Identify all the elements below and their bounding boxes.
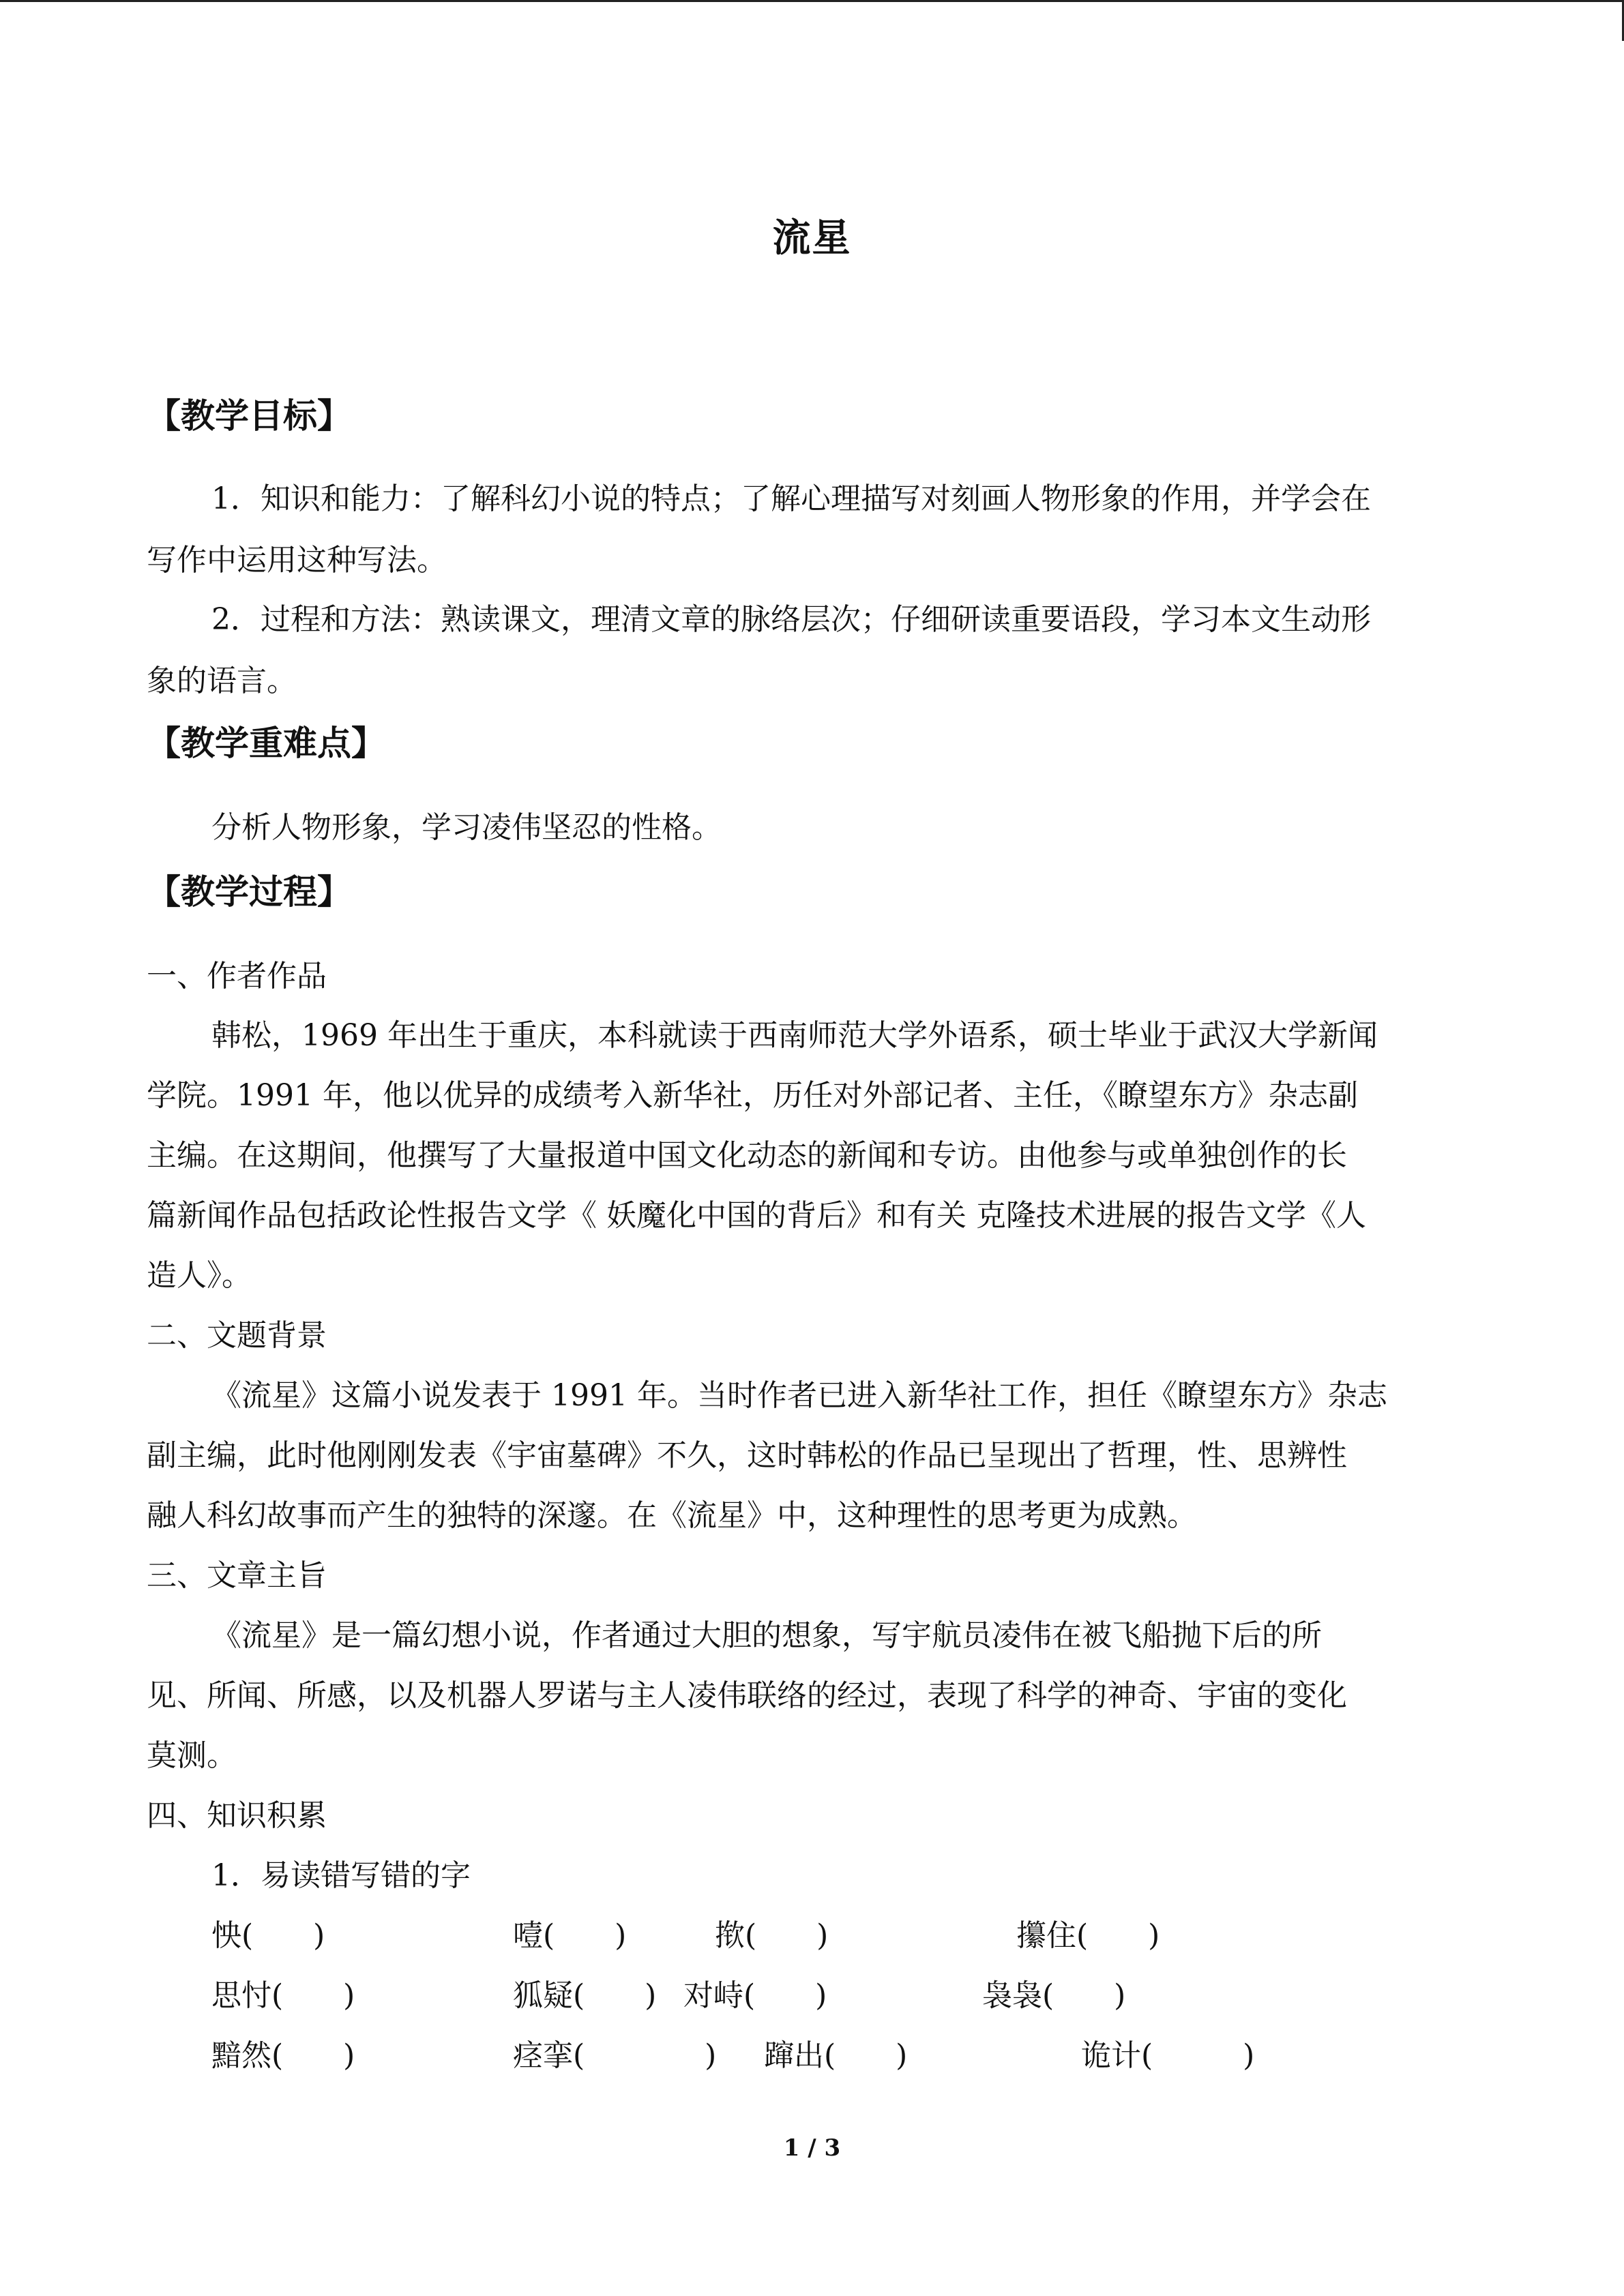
goal-1-line-2: 写作中运用这种写法。 [147, 543, 447, 578]
goal-2-line-2: 象的语言。 [147, 664, 297, 698]
word-item: 痉挛( ) [513, 2038, 717, 2073]
author-line-2: 学院。1991 年，他以优异的成绩考入新华社，历任对外部记者、主任，《瞭望东方》杂志副 [147, 1078, 1358, 1113]
word-item: 诡计( ) [1081, 2038, 1255, 2073]
author-line-1: 韩松，1969 年出生于重庆，本科就读于西南师范大学外语系，硕士毕业于武汉大学新闻 [211, 1018, 1378, 1053]
section-theme: 三、文章主旨 [147, 1558, 327, 1593]
background-line-2: 副主编，此时他刚刚发表《宇宙墓碑》不久，这时韩松的作品已呈现出了哲理，性、思辨性 [147, 1438, 1347, 1473]
document-title: 流星 [772, 216, 852, 260]
page-number: 1 / 3 [783, 2134, 841, 2162]
word-item: 蹿出( ) [764, 2038, 908, 2073]
word-item: 狐疑( ) [513, 1978, 657, 2013]
knowledge-subheading: 1．易读错写错的字 [211, 1858, 471, 1893]
word-item: 对峙( ) [683, 1978, 827, 2013]
word-item: 攥住( ) [1016, 1918, 1160, 1953]
heading-teaching-goals: 【教学目标】 [147, 396, 351, 436]
background-line-1: 《流星》这篇小说发表于 1991 年。当时作者已进入新华社工作，担任《瞭望东方》杂志 [211, 1378, 1387, 1413]
goal-2-line-1: 2．过程和方法：熟读课文，理清文章的脉络层次；仔细研读重要语段，学习本文生动形 [211, 602, 1371, 637]
page-top-border [0, 0, 1624, 2]
word-item: 揿( ) [715, 1918, 829, 1953]
word-item: 袅袅( ) [982, 1978, 1126, 2013]
theme-line-3: 莫测。 [147, 1738, 237, 1773]
background-line-3: 融人科幻故事而产生的独特的深邃。在《流星》中，这种理性的思考更为成熟。 [147, 1498, 1197, 1533]
theme-line-2: 见、所闻、所感，以及机器人罗诺与主人凌伟联络的经过，表现了科学的神奇、宇宙的变化 [147, 1678, 1347, 1713]
key-point-text: 分析人物形象，学习凌伟坚忍的性格。 [211, 810, 722, 845]
author-line-5: 造人》。 [147, 1258, 252, 1293]
author-line-4: 篇新闻作品包括政论性报告文学《 妖魔化中国的背后》和有关 克隆技术进展的报告文学《人 [147, 1198, 1366, 1233]
theme-line-1: 《流星》是一篇幻想小说，作者通过大胆的想象，写宇航员凌伟在被飞船抛下后的所 [211, 1618, 1322, 1653]
heading-teaching-process: 【教学过程】 [147, 872, 351, 912]
section-background: 二、文题背景 [147, 1318, 327, 1353]
author-line-3: 主编。在这期间，他撰写了大量报道中国文化动态的新闻和专访。由他参与或单独创作的长 [147, 1138, 1347, 1173]
section-author: 一、作者作品 [147, 959, 327, 994]
goal-1-line-1: 1．知识和能力：了解科幻小说的特点；了解心理描写对刻画人物形象的作用，并学会在 [211, 481, 1371, 516]
heading-key-points: 【教学重难点】 [147, 724, 385, 763]
word-item: 怏( ) [211, 1918, 325, 1953]
word-item: 黯然( ) [211, 2038, 355, 2073]
word-item: 噎( ) [513, 1918, 627, 1953]
word-item: 思忖( ) [211, 1978, 355, 2013]
section-knowledge: 四、知识积累 [147, 1798, 327, 1833]
